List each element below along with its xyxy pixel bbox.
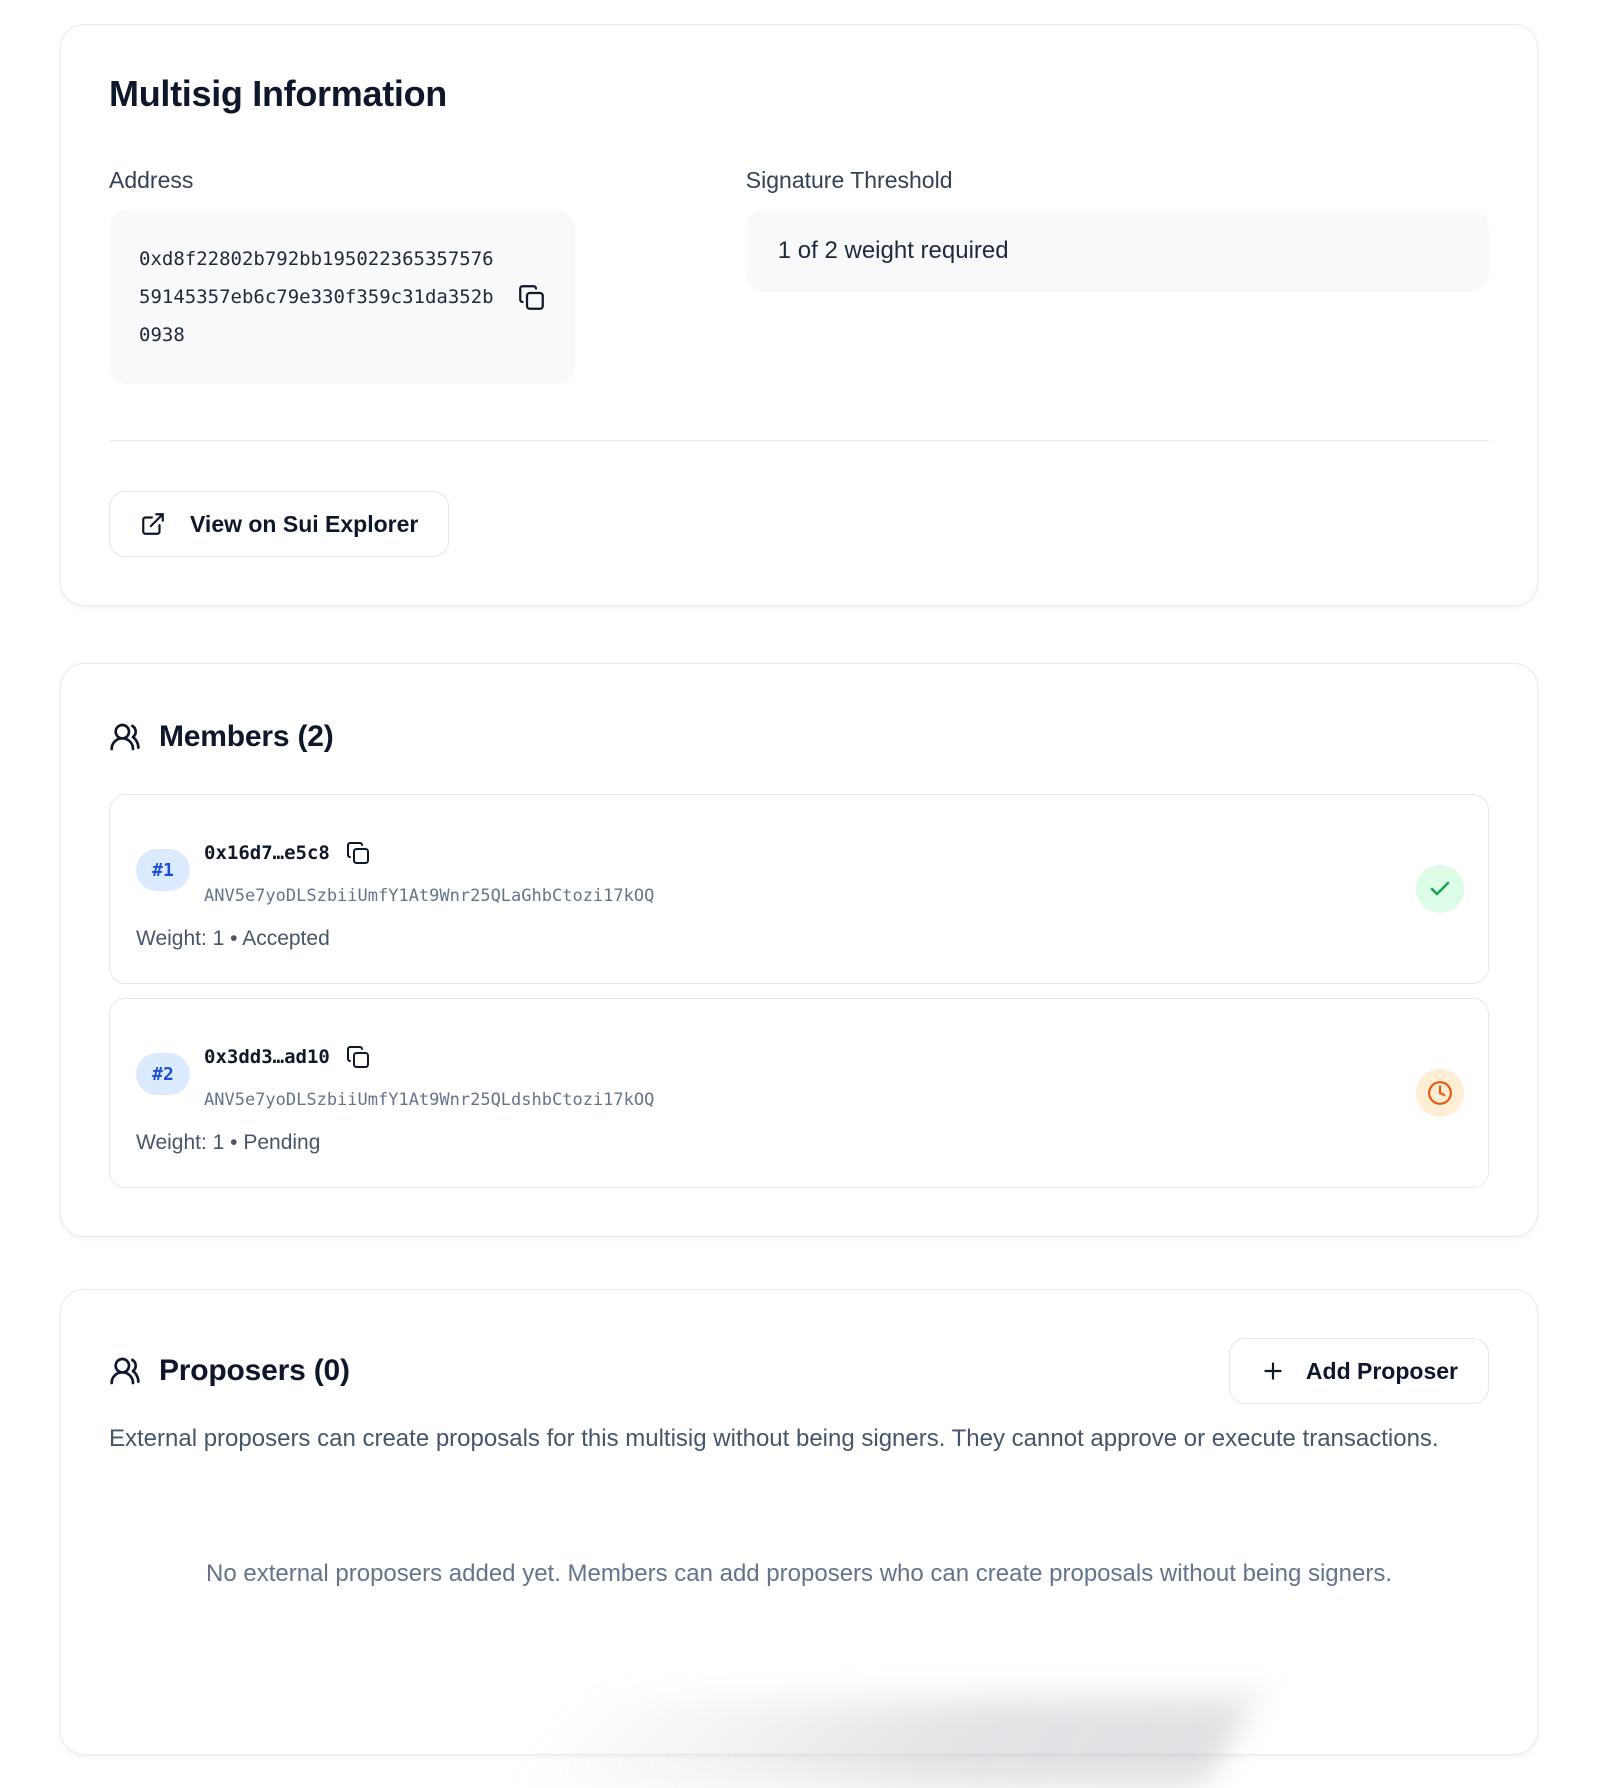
page-title: Multisig Information <box>109 73 447 114</box>
member-pubkey: ANV5e7yoDLSzbiiUmfY1At9Wnr25QLaGhbCtozi17kOQ <box>204 886 655 906</box>
address-label: Address <box>109 167 194 193</box>
member-main <box>136 1041 1392 1113</box>
view-explorer-label: View on Sui Explorer <box>190 510 419 537</box>
view-explorer-button[interactable] <box>109 491 449 557</box>
member-index-badge: #2 <box>136 1053 190 1095</box>
plus-icon <box>1260 1358 1286 1384</box>
status-pending-icon <box>1416 1069 1464 1117</box>
members-header <box>109 720 1489 754</box>
copy-icon <box>346 841 370 865</box>
members-card <box>60 663 1538 1237</box>
member-lines <box>204 1041 654 1113</box>
threshold-field <box>746 167 1489 292</box>
members-title: Members (2) <box>159 720 334 753</box>
member-main <box>136 837 1392 909</box>
member-index-badge: #1 <box>136 849 190 891</box>
info-grid <box>109 167 1489 384</box>
proposers-description: External proposers can create proposals for this multisig without being signers. They cannot approve or execute transactions. <box>109 1425 1439 1452</box>
proposers-title: Proposers (0) <box>159 1354 350 1387</box>
member-address-line <box>204 837 654 869</box>
proposers-card <box>60 1289 1538 1755</box>
member-row <box>109 794 1489 984</box>
member-weight-status: Weight: 1 • Pending <box>136 1131 321 1154</box>
copy-icon <box>518 284 545 311</box>
threshold-box <box>746 210 1489 292</box>
address-field <box>109 167 702 384</box>
copy-member-address-button[interactable] <box>346 841 370 865</box>
divider <box>109 440 1489 441</box>
member-address-line <box>204 1041 654 1073</box>
users-icon <box>109 1355 141 1387</box>
multisig-info-card <box>60 24 1538 606</box>
add-proposer-button[interactable] <box>1229 1338 1489 1404</box>
status-accepted-icon <box>1416 865 1464 913</box>
member-pubkey: ANV5e7yoDLSzbiiUmfY1At9Wnr25QLdshbCtozi17kOQ <box>204 1090 655 1110</box>
member-weight-status: Weight: 1 • Accepted <box>136 927 330 950</box>
threshold-label: Signature Threshold <box>745 167 953 193</box>
copy-address-button[interactable] <box>518 284 545 311</box>
copy-icon <box>346 1045 370 1069</box>
proposers-header <box>109 1338 1489 1404</box>
multisig-address: 0xd8f22802b792bb19502236535757659145357eb6c79e330f359c31da352b0938 <box>139 248 494 346</box>
threshold-value: 1 of 2 weight required <box>777 237 1009 264</box>
member-address: 0x3dd3…ad10 <box>204 1046 330 1068</box>
member-address: 0x16d7…e5c8 <box>204 842 330 864</box>
add-proposer-label: Add Proposer <box>1305 1357 1458 1384</box>
external-link-icon <box>140 511 166 537</box>
proposers-empty-state: No external proposers added yet. Members can add proposers who can create proposals without being signers. <box>206 1560 1392 1587</box>
copy-member-address-button[interactable] <box>346 1045 370 1069</box>
users-icon <box>109 721 141 753</box>
member-row <box>109 998 1489 1188</box>
member-lines <box>204 837 654 909</box>
address-box <box>109 210 575 384</box>
